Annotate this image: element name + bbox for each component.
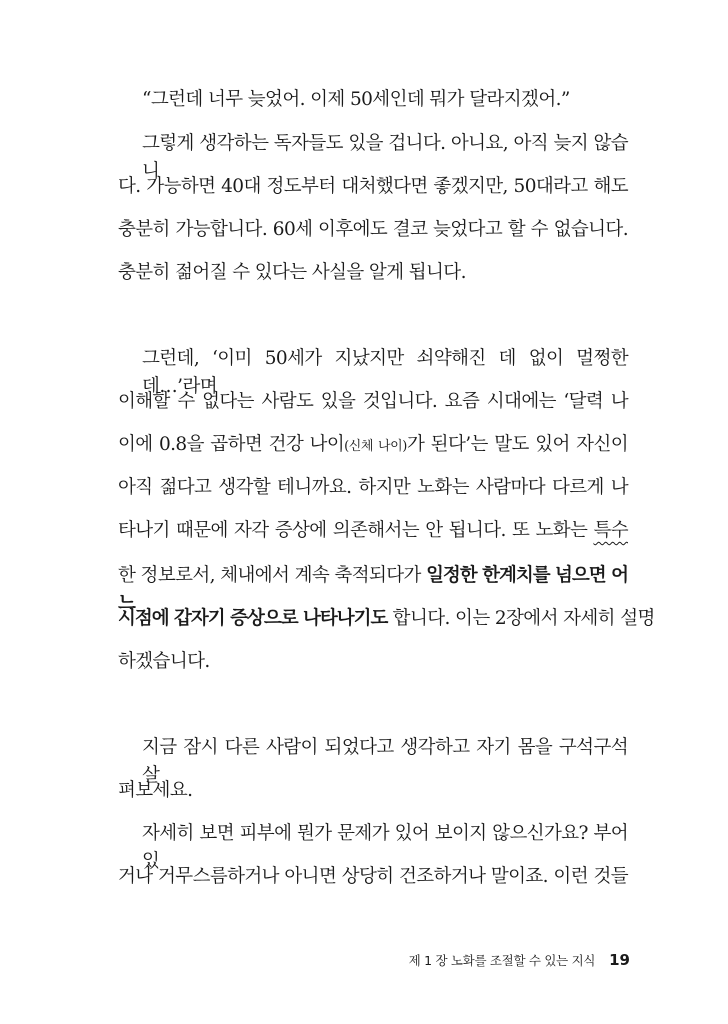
body-line: 그렇게 생각하는 독자들도 있을 겁니다. 아니요, 아직 늦지 않습니 bbox=[142, 133, 628, 182]
body-line: 이해할 수 없다는 사람도 있을 것입니다. 요즘 시대에는 ‘달력 나 bbox=[118, 391, 628, 412]
body-line: 다. 가능하면 40대 정도부터 대처했다면 좋겠지만, 50대라고 해도 bbox=[118, 176, 628, 197]
text-span: 가 된다’는 말도 있어 자신이 bbox=[406, 434, 628, 455]
text-span: 타나기 때문에 자각 증상에 의존해서는 안 됩니다. 또 노화는 bbox=[118, 520, 594, 541]
wavy-underlined-term: 특수 bbox=[593, 520, 628, 541]
body-line: 충분히 젊어질 수 있다는 사실을 알게 됩니다. bbox=[118, 262, 466, 283]
page-footer bbox=[400, 948, 630, 972]
body-line: 아직 젊다고 생각할 테니까요. 하지만 노화는 사람마다 다르게 나 bbox=[118, 477, 628, 498]
body-line: 하겠습니다. bbox=[118, 651, 210, 672]
text-span: 한 정보로서, 체내에서 계속 축적되다가 bbox=[118, 565, 427, 586]
text-span: 이에 0.8을 곱하면 건강 나이 bbox=[118, 434, 345, 455]
body-line: 지금 잠시 다른 사람이 되었다고 생각하고 자기 몸을 구석구석 살 bbox=[142, 737, 628, 786]
body-line bbox=[118, 562, 628, 614]
body-line: 펴보세요. bbox=[118, 780, 193, 801]
body-line: 그런데, ‘이미 50세가 지났지만 쇠약해진 데 없이 멀쩡한데…’라며 bbox=[142, 348, 628, 397]
body-line: 자세히 보면 피부에 뭔가 문제가 있어 보이지 않으신가요? 부어있 bbox=[142, 823, 628, 872]
body-line bbox=[118, 431, 628, 459]
body-line bbox=[118, 605, 655, 633]
page-number: 19 bbox=[609, 951, 630, 969]
chapter-title: 제 1 장 노화를 조절할 수 있는 지식 bbox=[408, 953, 596, 968]
emphasis-text: 시점에 갑자기 증상으로 나타나기도 bbox=[118, 608, 388, 629]
text-span: 합니다. 이는 2장에서 자세히 설명 bbox=[387, 608, 655, 629]
small-note: (신체 나이) bbox=[344, 439, 407, 454]
emphasis-text: 일정한 한계치를 넘으면 어느 bbox=[118, 565, 628, 614]
quote-line: “그런데 너무 늦었어. 이제 50세인데 뭐가 달라지겠어.” bbox=[142, 89, 570, 110]
body-line: 거나 거무스름하거나 아니면 상당히 건조하거나 말이죠. 이런 것들 bbox=[118, 866, 628, 887]
body-line bbox=[118, 517, 628, 545]
body-line: 충분히 가능합니다. 60세 이후에도 결코 늦었다고 할 수 없습니다. bbox=[118, 219, 628, 240]
